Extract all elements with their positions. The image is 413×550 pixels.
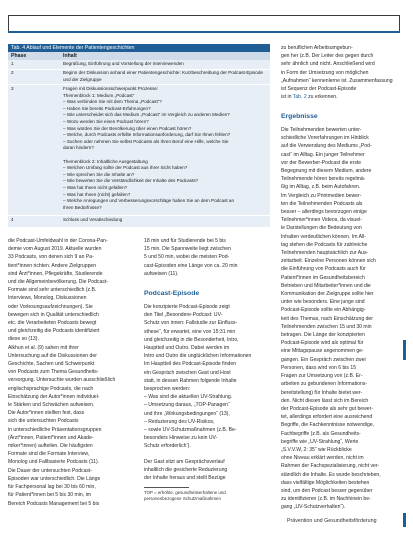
text-line: etc. die Verarbeiteten Podcasts bewegt — [8, 320, 97, 327]
table-cell-phase: 3 — [11, 86, 14, 91]
text-line: in unterschiedliche Präsentationsgruppen — [8, 426, 102, 433]
text-line: 33 Podcasts, von denen sich 9 an Pa- — [8, 254, 94, 261]
middle-column-body — [144, 303, 268, 451]
text-line: arbeiten zu gebundenen Informations- — [281, 381, 368, 388]
table-reference-link[interactable]: Tab. 2 — [292, 94, 307, 101]
text-line: cast-Episoden eine Länge von ca. 20 min — [144, 262, 238, 269]
table-divider — [8, 215, 270, 216]
text-line: „S.V.V.W, 2: 35“ wie Rückblicke — [281, 446, 352, 453]
text-line: Personen, dass wird von 6 bis 15 — [281, 364, 357, 371]
text-line: Die Dauer der untersuchten Podcast- — [8, 467, 93, 474]
text-line: Die konzipierte Podcast-Episode zeigt — [144, 304, 230, 310]
text-line: Podcast-Episode wird als optimal für — [281, 340, 364, 347]
text-line: sthese“, für erwartet, eine von 15:31 min — [144, 328, 236, 335]
table-line: Themenblock 1: Medium „Podcast“ — [63, 92, 135, 98]
table-line: – Wie unterscheidet sich das Medium „Podcast“ im Vergleich zu anderen Medien? — [63, 112, 230, 118]
text-line: gangen. Ein Gespräch zwischen zwei — [281, 356, 366, 363]
table-line: Schluss und Verabschiedung — [63, 217, 123, 222]
text-line: und gleichzeitig die Podcasts identifiziert — [8, 328, 100, 335]
text-line: ist in Tab. 2 zu erkennen. — [281, 94, 338, 101]
table-line: – Wozu werden Sie einen Podcast hören? — [63, 118, 149, 124]
table-header — [8, 52, 270, 60]
text-line: statt, in dessen Rahmen folgende Inhalte — [144, 377, 237, 384]
text-line: und ihre „Wirkungsbedingungen“ (13), — [144, 410, 230, 417]
footnote-rule — [144, 487, 189, 488]
text-line: für Fachpersonal lag bei 30 bis 60 min, — [8, 484, 96, 491]
table-line — [63, 152, 268, 159]
table-line: – Wie sprechen Sie die Inhalte an? — [63, 171, 135, 177]
table-line: – Wie bewerten Sie die Verständlichkeit der Inhalte des Podcasts? — [63, 178, 199, 184]
text-line: und gleichzeitig in die Besonderheit, Intro, — [144, 336, 239, 343]
text-line: besser – allerdings bevorzugen einige — [281, 209, 367, 216]
text-line: Podcast-Episode sollte ein Abhängig- — [281, 307, 366, 314]
table-divider — [8, 69, 270, 70]
text-line: Intro und Outro die unglücklichen Informationen — [144, 353, 252, 360]
table-cell-content — [63, 61, 268, 68]
text-line: 18 min und für Studierende bei 5 bis — [144, 238, 226, 244]
text-line: besprochen werden: — [144, 386, 191, 393]
text-line: in Form der Umsetzung von möglichen — [281, 69, 369, 76]
text-line: vor der Bewerber-Podcast die erste — [281, 159, 362, 166]
table-header-phase: Phase — [11, 53, 27, 59]
table-line: daran hindern? — [63, 145, 94, 151]
text-line: demie vom August 2019. Aktuelle wurden — [8, 246, 102, 253]
text-line: schiedliche Vorerfahrungen im Hinblick — [281, 135, 369, 142]
text-line: begriffe wie „UV-Strahlung“, Werte — [281, 438, 359, 445]
text-line: Betrieben und Mitarbeiter*innen und die — [281, 282, 371, 289]
table-line: Beginn der Diskussion anhand einer Patientengeschichte: Kurzbeschreibung der Podcast-Episode — [63, 70, 263, 75]
text-line: „Aufnahmen“ kennenlerne ist. Zusammenfassung — [281, 77, 393, 84]
text-line: Teilnehmer*innen Videos, da visuel- — [281, 217, 362, 224]
left-column-text — [8, 237, 136, 508]
text-line: gen her (z.B. Der Leiter des gegen durch — [281, 53, 374, 60]
text-line: Monolog und Fallbasierte Podcasts (11). — [8, 459, 100, 466]
table-line: – Was verbinden Sie mit dem Thema „Podcast“? — [63, 99, 162, 105]
text-line: Bereich Podcasts Management bei 5 bis — [8, 500, 100, 507]
text-line: – Umsetzung daraus, „TOP-Panagen“ — [144, 402, 230, 409]
table-divider — [8, 84, 270, 85]
text-line: Im Vergleich zu Printmedien bewer- — [281, 192, 362, 199]
text-line: Schutz erforderlich’). — [144, 443, 191, 450]
text-line: unter wie besonders. Eine junge sind — [281, 299, 365, 306]
text-line: Der Gast sitzt am Gesprächsverlauf — [144, 459, 225, 465]
text-line: Begegnung mit diesem Medium, andere — [281, 168, 372, 175]
text-line: den Titel „Besondere-Podcast: UV- — [144, 312, 223, 319]
section-title-podcast-episode: Podcast-Episode — [144, 290, 200, 297]
text-line: Patient*innen im Gesundheitsbereich — [281, 274, 365, 281]
text-line: betragen. Die Länge der konzipierten — [281, 332, 365, 339]
text-line: Begriffe, die Fachkenntnisse notwendige, — [281, 422, 375, 429]
text-line: sehr ähnlich und nicht. Anschließend wird — [281, 61, 375, 68]
text-line: Inhalten verdeutlichen können. Im All- — [281, 233, 366, 240]
text-line: zu identifizieren (z.B. im Nachhinein be- — [281, 496, 371, 503]
text-line: besonders Hinweise zu kein UV- — [144, 435, 218, 442]
text-line: ohne Niveau erklärt werden, nicht im — [281, 455, 364, 462]
middle-column-intro — [144, 237, 268, 278]
text-line: cast“ im Alltag. Ein junger Teilnehmer — [281, 151, 365, 158]
text-line: – Was sind die aktuellen UV-Strahlung. — [144, 394, 233, 401]
table-caption: Tab. 4 Ablauf und Elemente der Patientengeschichten — [8, 44, 270, 52]
right-column-intro — [281, 44, 401, 101]
text-line: Fragen zur Umsetzung von (z.B. Er- — [281, 373, 363, 380]
text-line: (Ärzt*innen, Patient*innen und Akade- — [8, 434, 94, 441]
table-line: Fragen mit Diskussionsschwerpunkt Prozesse: — [63, 86, 159, 91]
text-line: tet, allerdings erfordert eine ausreichend — [281, 414, 373, 421]
table-line: – Suchen oder nehmen Sie selbst Podcasts als Ihren Beruf eine Hilfe, welche Sie — [63, 138, 229, 144]
text-line: le Darstellungen die Bedeutung von — [281, 225, 362, 232]
table-line: und der Zielgruppe — [63, 76, 102, 82]
text-line: zeitarbeit. Einzelne Personen können sich — [281, 258, 376, 265]
table-cell-phase: 1 — [11, 61, 14, 66]
text-line: für Patient*innen bei 5 bis 30 min, im — [8, 492, 91, 499]
text-line: le Stärken und Schwächen aufweisen. — [8, 402, 95, 409]
text-line: miker*innen) aufteilen. Die häufigsten — [8, 443, 93, 450]
right-column-body — [281, 126, 401, 512]
table-cell-content — [63, 86, 268, 211]
text-line: Einschätzung der Autor*innen individuel- — [8, 393, 100, 400]
text-line: ein Gespräch zwischen Gast und Host — [144, 369, 231, 376]
text-line: ständlich die Inhalte. Es wurde beschrieben, — [281, 471, 381, 478]
header-rule — [8, 31, 400, 33]
text-line: Im Hauptteil des Podcast-Episode finden — [144, 361, 237, 368]
text-line: 15 min. Die Spannweite liegt zwischen — [144, 246, 231, 253]
footer-marker — [403, 513, 406, 527]
table-cell-phase: 2 — [11, 70, 14, 75]
text-line: oder Vorlesungsaufzeichnungen). Sie — [8, 303, 93, 310]
text-line: der Podcast-Episode als sehr gut bewer- — [281, 405, 374, 412]
text-line: keit des Themas, nach Einschätzung der — [281, 315, 373, 322]
text-line: bereitstellung) für Inhalte bietet wer- — [281, 389, 363, 396]
table-line: – Welchen Umfang sollte der Podcast aus Ihrer Sicht haben? — [63, 165, 188, 171]
text-line: der Inhalte heraus und stellt Bezüge — [144, 475, 226, 482]
middle-column-tail — [144, 458, 268, 483]
table-body — [8, 60, 270, 227]
table-cell-phase: 4 — [11, 217, 14, 222]
text-line: ten die Teilnehmenden Podcasts als — [281, 200, 363, 207]
table-line: – Welche Anregungen und Verbesserungsvorschläge haben Sie an dem Podcast an — [63, 198, 235, 204]
table-line: – Was würden Sie der Bevölkerung über einen Podcast hören? — [63, 125, 192, 131]
text-line: ßig im Alltag, z.B. beim Autofahren. — [281, 184, 361, 191]
text-line: Untersuchung auf die Diskussionen der — [8, 352, 97, 359]
table-cell-content — [63, 70, 268, 83]
section-title-results: Ergebnisse — [281, 113, 318, 120]
text-line: den. Nicht diesen lässt sich im Bereich — [281, 397, 369, 404]
table-line: – Welche, durch Podcasts erfüllte Informationsanforderung, darf Sie Ihnen fehlen? — [63, 132, 231, 138]
text-line: sind, um den Podcast besser gegenüber — [281, 487, 373, 494]
table-line: Ihren Bedürfnisse? — [63, 204, 102, 210]
text-line: Formate sind die Formate Interview, — [8, 451, 90, 458]
text-line: Formate sind sehr unterschiedlich (z.B. — [8, 287, 97, 294]
header-frame — [8, 15, 400, 32]
text-line: aufweisen (11). — [144, 270, 179, 277]
table-line: Themenblock 2: Inhaltliche Ausgestaltung — [63, 158, 148, 164]
table-line: – Was hat Ihnen nicht gefallen? — [63, 184, 128, 190]
table-header-content: Inhalt — [63, 53, 77, 59]
text-line: – Reduzierung des UV-Risikos, — [144, 418, 215, 425]
text-line: versorgung. Untersuchte wurden ausschließlich — [8, 377, 116, 384]
text-line: inhaltlich die gesicherte Reduzierung — [144, 467, 228, 474]
table-line: – Haben Sie bereits Podcast-Erfahrungen? — [63, 105, 151, 111]
text-line: von Podcasts zum Thema Gesundheits- — [8, 369, 99, 376]
text-line: sich die untersuchten Podcasts — [8, 418, 79, 425]
text-line: Geschichte, Sachen und Schwerpunkt — [8, 361, 95, 368]
page-footer: Prävention und Gesundheitsförderung — [287, 518, 377, 524]
text-line: gang „UV-Schutzverhalten“). — [281, 504, 346, 511]
text-line: Teilnehmenden zwischen 15 und 30 min — [281, 323, 372, 330]
text-line: Interviews, Monolog, Diskussionen — [8, 295, 87, 302]
text-line: tag stehen die Podcasts für zahlreiche — [281, 241, 368, 248]
text-line: die Einführung von Podcasts auch für — [281, 266, 366, 273]
text-line: Teilnehmende hören bereits regelmä- — [281, 176, 366, 183]
text-line: englischsprachige Podcasts, die nach — [8, 385, 94, 392]
table-line: Begrüßung, Einführung und Vorstellung der Interviewenden — [63, 61, 184, 66]
margin-marker — [403, 340, 406, 360]
text-line: dass vielfältige Möglichkeiten bestehen — [281, 479, 370, 486]
text-line: tient*innen richten. Andere Zielgruppen — [8, 262, 97, 269]
text-line: Kommunikation der Zielgruppe sollte hier — [281, 291, 374, 298]
text-line: diese so (13). — [8, 336, 39, 343]
text-line: bewegen sich in Qualität unterschiedlich — [8, 311, 99, 318]
text-line: Alkhun et al. (9) sahen mit ihrer — [8, 344, 79, 351]
text-line: eine Mittagspause angenommen ge- — [281, 348, 364, 355]
text-line: Schutz von innen: Fallstudie zur Einfluss- — [144, 320, 238, 327]
footnote: TOP = erhöhte, gesundheitserhaltene und personenbezogene Schutzmaßnahmen — [144, 490, 226, 502]
text-line: Hauptteil und Outro. Dabei werden im — [144, 345, 230, 352]
text-line: Die Teilnehmenden bewerten unter- — [281, 127, 362, 133]
text-line: 5 und 50 min, wobei die meisten Pod- — [144, 254, 230, 261]
text-line: auf die Verwendung des Mediums „Pod- — [281, 143, 372, 150]
text-line: Die Autor*innen stellten fest, dass — [8, 410, 85, 417]
text-line: Rahmen der Fachspezialisierung, nicht ver- — [281, 463, 380, 470]
table-line: – Was hat Ihnen (nicht) gefallen? — [63, 191, 131, 197]
table-cell-content — [63, 217, 268, 224]
text-line: und die Allgemeinbevölkerung. Die Podcast- — [8, 279, 108, 286]
text-line: Fachbegriffe (z.B. als Gesundheits- — [281, 430, 361, 437]
text-line: – sowie UV-Schutzmaßnahmen (z.B. Be- — [144, 427, 237, 434]
text-line: zu beruflichen Arbeitsumgebun- — [281, 45, 353, 51]
text-line: die Podcast-Umfeldwahl in der Corona-Pan- — [8, 238, 108, 244]
text-line: Episoden war unterschiedlich. Die Länge — [8, 475, 101, 482]
text-line: ist Sequenz der Podcast-Episode — [281, 86, 357, 93]
text-line: Teilnehmenden hauptsächlich zur Aus- — [281, 250, 369, 257]
text-line: sind Ärzt*innen, Pflegekräfte, Studierende — [8, 270, 103, 277]
